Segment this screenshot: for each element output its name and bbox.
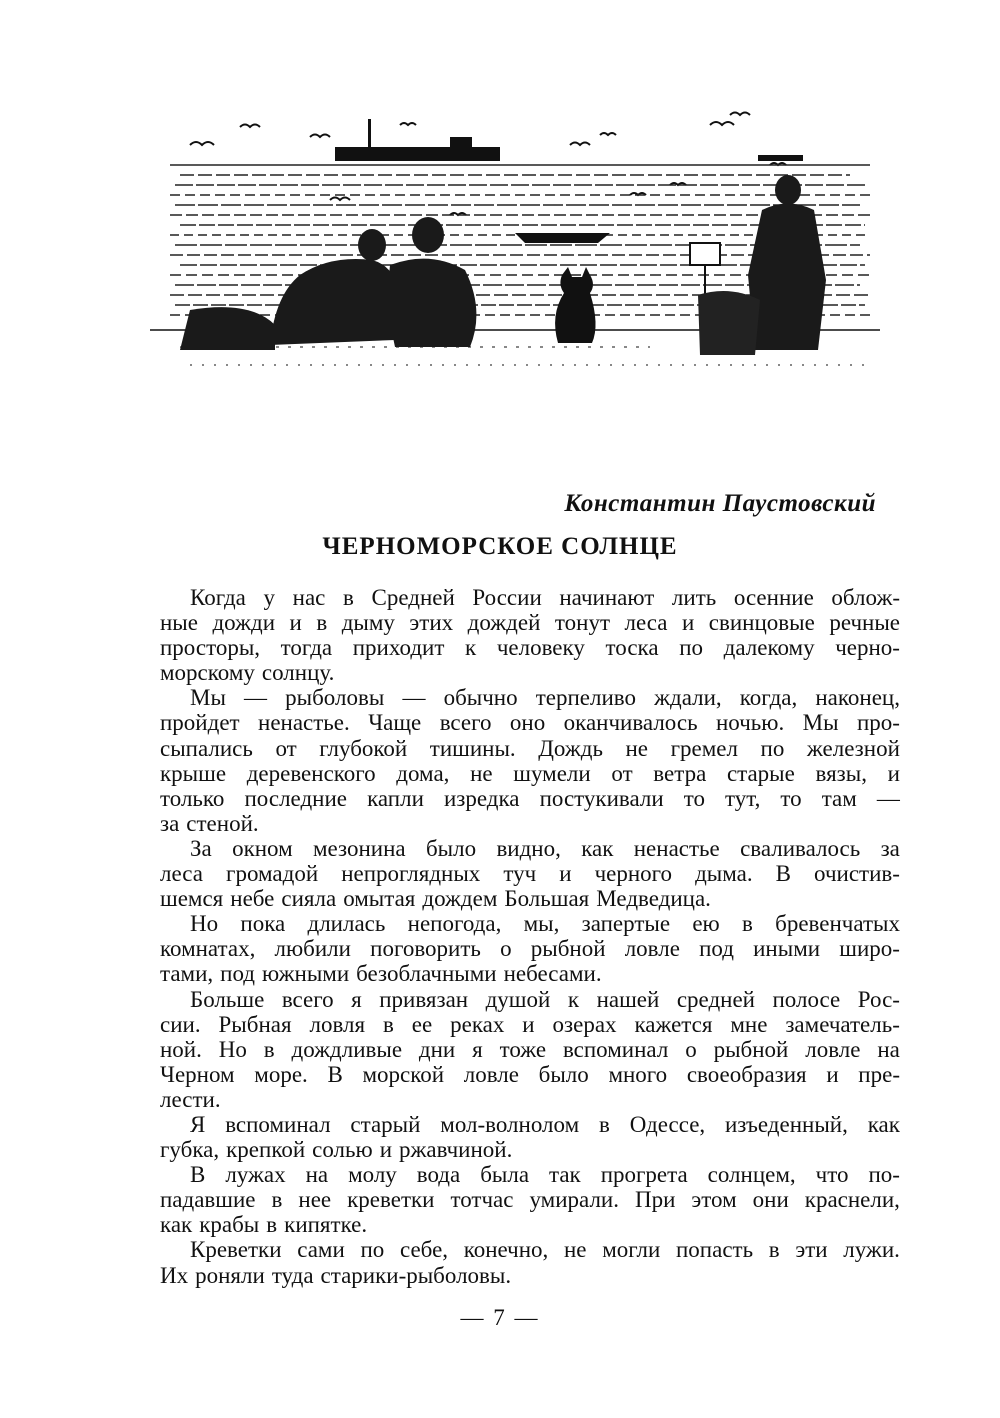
text-line: лести. [160, 1086, 221, 1112]
text-line: только последние капли изредка постукивали то тут, то там — [160, 785, 900, 811]
fishermen-seated [180, 217, 476, 350]
text-line: За окном мезонина было видно, как ненастье сваливалось за [190, 835, 900, 861]
author-name: Константин Паустовский [564, 490, 876, 517]
text-line: Больше всего я привязан душой к нашей средней полосе Рос- [190, 986, 900, 1012]
text-line: сыпались от глубокой тишины. Дождь не гремел по железной [160, 735, 900, 761]
text-line: ные дожди и в дыму этих дождей тонут леса и свинцовые речные [160, 610, 900, 636]
page-number: — 7 — [460, 1305, 540, 1330]
text-line: ной. Но в дождливые дни я тоже вспоминал о рыбной ловле на [160, 1036, 900, 1062]
text-line: Мы — рыболовы — обычно терпеливо ждали, когда, наконец, [190, 685, 900, 711]
text-line: как крабы в кипятке. [160, 1212, 368, 1238]
text-line: просторы, тогда приходит к человеку тоска по далекому черно- [160, 635, 900, 661]
seaside-illustration [150, 85, 880, 385]
text-line: пройдет ненастье. Чаще всего оно оканчивалось ночью. Мы про- [160, 710, 900, 736]
text-line: тами, под южными безоблачными небесами. [160, 961, 602, 987]
text-line: леса громадой непроглядных туч и черного дыма. В очистив- [160, 861, 900, 887]
steamship [335, 119, 803, 161]
text-line: губка, крепкой солью и ржавчиной. [160, 1137, 513, 1163]
story-text [160, 585, 900, 1288]
text-line: сии. Рыбная ловля в ее реках и озерах кажется мне замечатель- [160, 1011, 900, 1037]
text-line: Я вспоминал старый мол-волнолом в Одессе, изъеденный, как [190, 1111, 900, 1137]
text-line: комнатах, любили поговорить о рыбной ловле под иными широ- [160, 936, 900, 962]
rowboat [515, 233, 610, 243]
text-line: В лужах на молу вода была так прогрета солнцем, что по- [190, 1162, 900, 1188]
birds [190, 113, 786, 216]
text-line: крыше деревенского дома, не шумели от ветра старые вязы, и [160, 760, 900, 786]
story-title: ЧЕРНОМОРСКОЕ СОЛНЦЕ [322, 533, 678, 560]
text-line: морскому солнцу. [160, 660, 335, 686]
text-line: Когда у нас в Средней России начинают лить осенние облож- [190, 585, 900, 610]
text-line: Черном море. В морской ловле было много своеобразия и пре- [160, 1061, 900, 1087]
text-line: Их роняли туда старики-рыболовы. [160, 1262, 512, 1288]
text-line: за стеной. [160, 810, 259, 836]
cat [555, 267, 595, 343]
text-line: шемся небе сияла омытая дождем Большая Медведица. [160, 886, 711, 912]
text-line: Но пока длилась непогода, мы, запертые ею в бревенчатых [190, 911, 900, 937]
fisherman-standing [690, 175, 826, 355]
text-line: Креветки сами по себе, конечно, не могли попасть в эти лужи. [190, 1237, 900, 1263]
text-line: падавшие в нее креветки тотчас умирали. При этом они краснели, [160, 1187, 900, 1213]
